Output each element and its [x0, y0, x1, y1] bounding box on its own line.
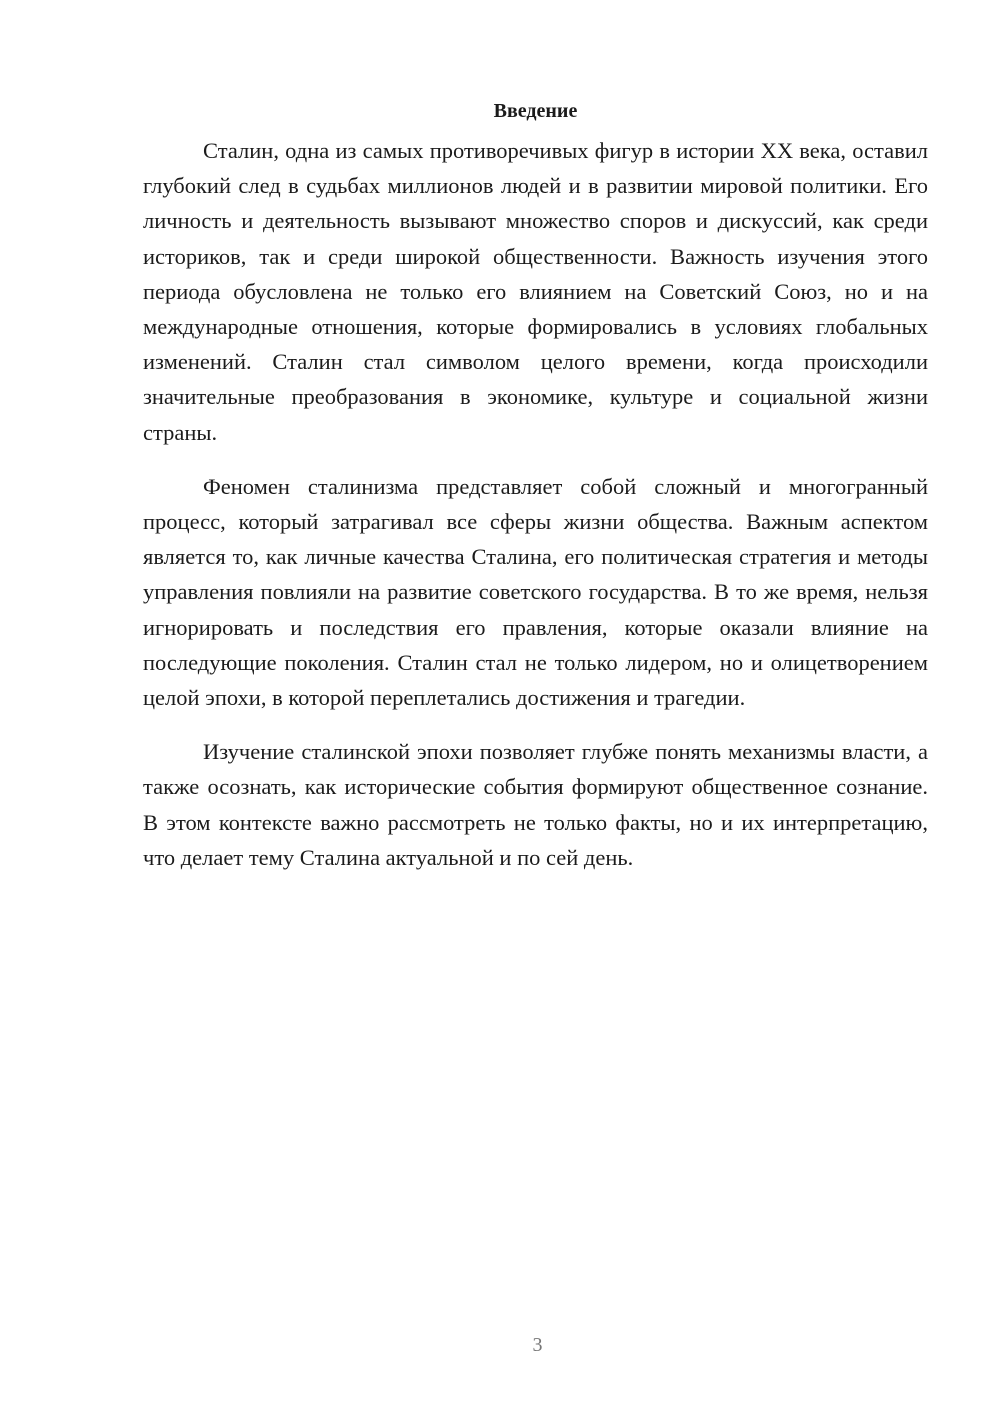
- paragraph-1: Сталин, одна из самых противоречивых фигур в истории XX века, оставил глубокий след в судьбах миллионов людей и в развитии мировой политики. Его личность и деятельность вызывают множество споров и дискуссий, как среди историков, так и среди широкой общественности. Важность изучения этого периода обусловлена не только его влиянием на Советский Союз, но и на международные отношения, которые формировались в условиях глобальных изменений. Сталин стал символом целого времени, когда происходили значительные преобразования в экономике, культуре и социальной жизни страны.: [143, 138, 928, 445]
- page-number: 3: [532, 1334, 543, 1356]
- paragraph-3: Изучение сталинской эпохи позволяет глубже понять механизмы власти, а также осознать, как исторические события формируют общественное сознание. В этом контексте важно рассмотреть не только факты, но и их интерпретацию, что делает тему Сталина актуальной и по сей день.: [143, 739, 928, 870]
- page-content: [143, 96, 928, 894]
- section-title: Введение: [493, 100, 578, 122]
- paragraph-2: Феномен сталинизма представляет собой сложный и многогранный процесс, который затрагивал все сферы жизни общества. Важным аспектом является то, как личные качества Сталина, его политическая стратегия и методы управления повлияли на развитие советского государства. В то же время, нельзя игнорировать и последствия его правления, которые оказали влияние на последующие поколения. Сталин стал не только лидером, но и олицетворением целой эпохи, в которой переплетались достижения и трагедии.: [143, 473, 928, 711]
